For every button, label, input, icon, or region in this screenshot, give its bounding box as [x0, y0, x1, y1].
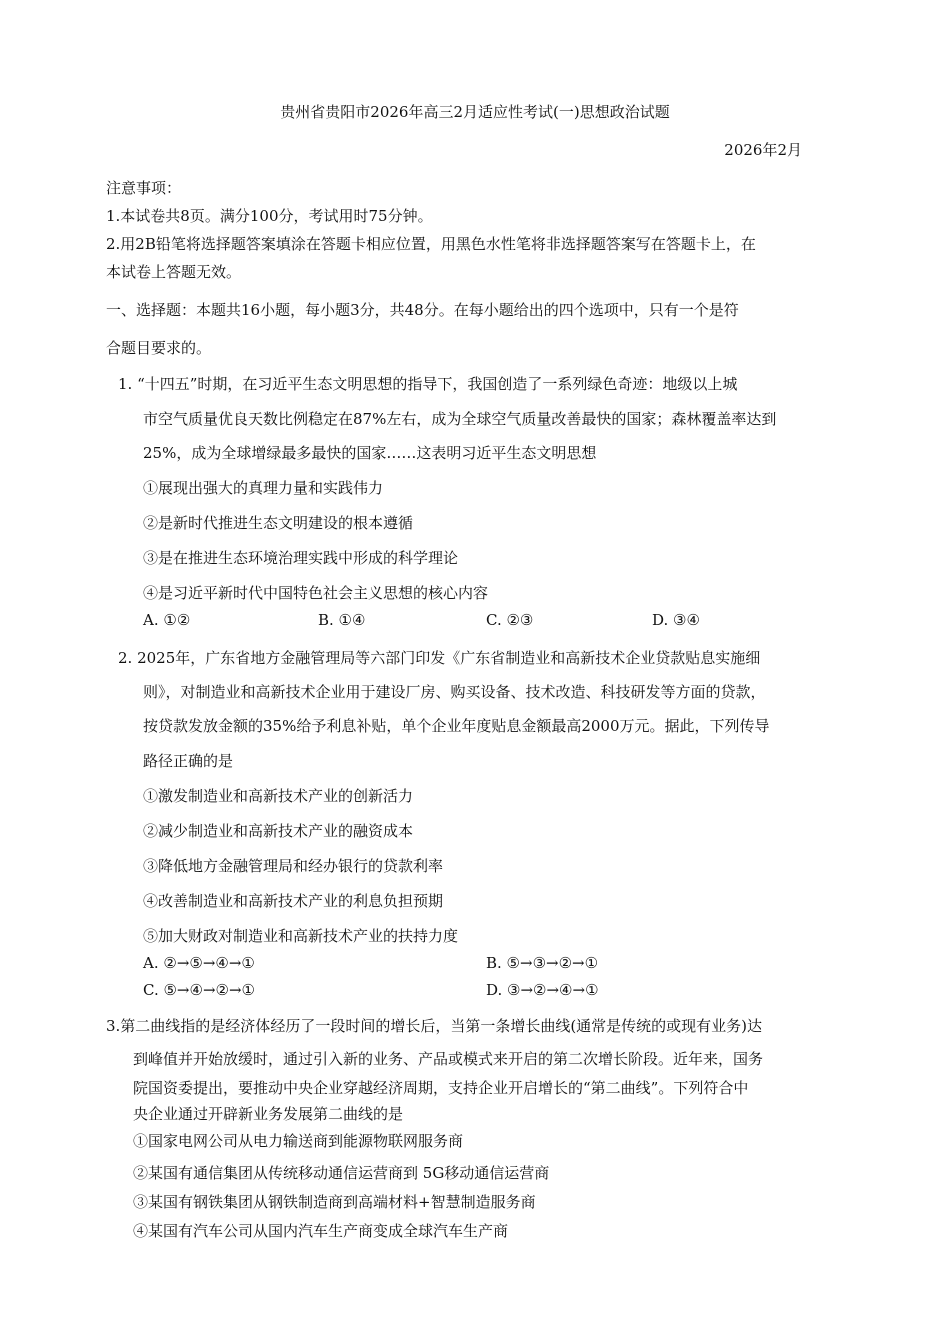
q1-option-a: A. ①② [143, 611, 191, 629]
q1-statement-3: ③是在推进生态环境治理实践中形成的科学理论 [143, 549, 459, 567]
q2-option-a: A. ②→⑤→④→① [143, 954, 255, 972]
q1-option-d: D. ③④ [652, 611, 700, 629]
exam-title: 贵州省贵阳市2026年高三2月适应性考试(一)思想政治试题 [280, 103, 670, 121]
q1-statement-4: ④是习近平新时代中国特色社会主义思想的核心内容 [143, 584, 489, 602]
section-heading-line-1: 一、选择题：本题共16小题，每小题3分，共48分。在每小题给出的四个选项中，只有一个是符 [106, 301, 739, 319]
q1-stem-line-3: 25%，成为全球增绿最多最快的国家……这表明习近平生态文明思想 [143, 444, 597, 462]
q2-stem-line-3: 按贷款发放金额的35%给予利息补贴，单个企业年度贴息金额最高2000万元。据此，下列传导 [143, 717, 770, 735]
section-heading-line-2: 合题目要求的。 [106, 339, 212, 357]
q3-statement-4: ④某国有汽车公司从国内汽车生产商变成全球汽车生产商 [133, 1222, 509, 1240]
q2-option-b: B. ⑤→③→②→① [486, 954, 599, 972]
notes-item-2-line-1: 2.用2B铅笔将选择题答案填涂在答题卡相应位置，用黑色水性笔将非选择题答案写在答题卡上，在 [106, 235, 756, 253]
q3-statement-2: ②某国有通信集团从传统移动通信运营商到 5G移动通信运营商 [133, 1164, 550, 1182]
q1-option-b: B. ①④ [318, 611, 366, 629]
q3-stem-line-2: 到峰值并开始放缓时，通过引入新的业务、产品或模式来开启的第二次增长阶段。近年来，国务 [133, 1050, 764, 1068]
q3-stem-line-1: 3.第二曲线指的是经济体经历了一段时间的增长后，当第一条增长曲线(通常是传统的或现有业务)达 [106, 1017, 763, 1035]
q1-statement-1: ①展现出强大的真理力量和实践伟力 [143, 479, 384, 497]
q2-statement-1: ①激发制造业和高新技术产业的创新活力 [143, 787, 414, 805]
notes-item-2-line-2: 本试卷上答题无效。 [106, 263, 242, 281]
q3-stem-line-3: 院国资委提出，要推动中央企业穿越经济周期，支持企业开启增长的“第二曲线”。下列符合中 [133, 1079, 749, 1097]
exam-date: 2026年2月 [724, 141, 802, 159]
q2-options-row-2 [0, 980, 950, 1000]
q2-stem-line-4: 路径正确的是 [143, 752, 234, 770]
q2-statement-2: ②减少制造业和高新技术产业的融资成本 [143, 822, 414, 840]
q1-statement-2: ②是新时代推进生态文明建设的根本遵循 [143, 514, 414, 532]
q2-stem-line-1: 2. 2025年，广东省地方金融管理局等六部门印发《广东省制造业和高新技术企业贷款贴息实施细 [118, 649, 761, 667]
notes-item-1: 1.本试卷共8页。满分100分，考试用时75分钟。 [106, 207, 433, 225]
q1-option-c: C. ②③ [486, 611, 534, 629]
q2-statement-5: ⑤加大财政对制造业和高新技术产业的扶持力度 [143, 927, 459, 945]
notes-heading: 注意事项： [106, 179, 182, 197]
q3-stem-line-4: 央企业通过开辟新业务发展第二曲线的是 [133, 1105, 404, 1123]
q3-statement-1: ①国家电网公司从电力输送商到能源物联网服务商 [133, 1132, 464, 1150]
q2-options-row-1 [0, 953, 950, 973]
q3-statement-3: ③某国有钢铁集团从钢铁制造商到高端材料+智慧制造服务商 [133, 1193, 536, 1211]
q1-stem-line-1: 1. “十四五”时期，在习近平生态文明思想的指导下，我国创造了一系列绿色奇迹：地级以上城 [118, 375, 738, 393]
q2-stem-line-2: 则》，对制造业和高新技术企业用于建设厂房、购买设备、技术改造、科技研发等方面的贷款， [143, 683, 766, 701]
q1-options [0, 610, 950, 630]
q2-option-c: C. ⑤→④→②→① [143, 981, 255, 999]
q2-statement-4: ④改善制造业和高新技术产业的利息负担预期 [143, 892, 444, 910]
q2-option-d: D. ③→②→④→① [486, 981, 599, 999]
q1-stem-line-2: 市空气质量优良天数比例稳定在87%左右，成为全球空气质量改善最快的国家；森林覆盖率达到 [143, 410, 777, 428]
q2-statement-3: ③降低地方金融管理局和经办银行的贷款利率 [143, 857, 444, 875]
